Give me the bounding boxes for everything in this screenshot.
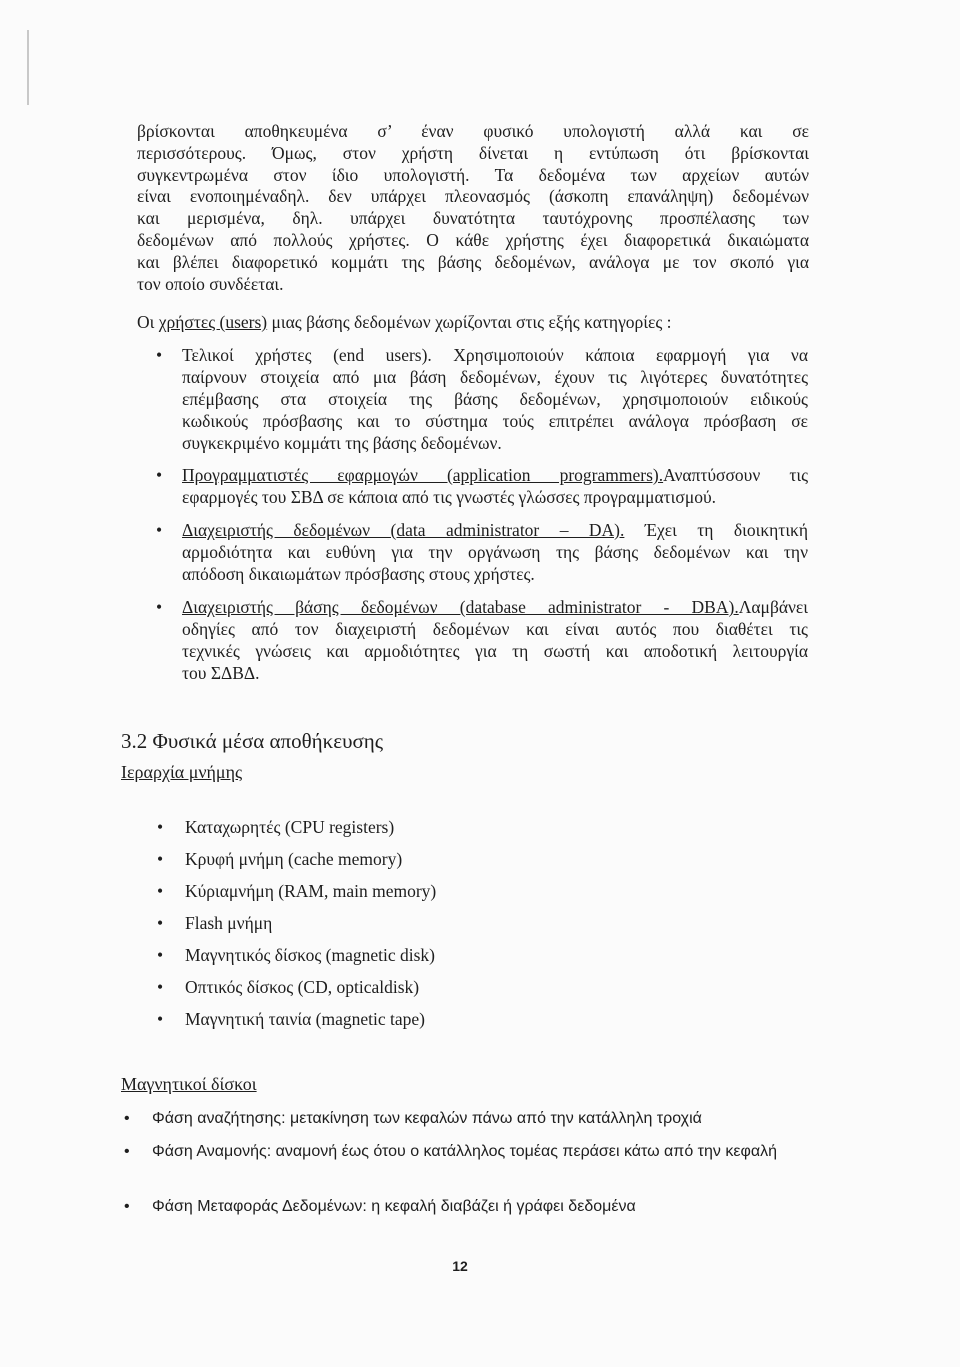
role-first-line: [182, 464, 808, 486]
role-first-rest: Έχει τη διοικητική: [624, 520, 808, 540]
intro-line: βρίσκονται αποθηκευμένα σ’ έναν φυσικό υπολογιστή αλλά και σε: [137, 121, 809, 141]
users-intro: [137, 311, 672, 333]
bullet-icon: •: [157, 849, 164, 869]
list-item: [124, 1141, 812, 1163]
role-line: απόδοση δικαιωμάτων πρόσβασης στους χρήστες.: [182, 564, 535, 584]
list-item: [124, 1196, 812, 1218]
list-item-text: Οπτικός δίσκος (CD, opticaldisk): [185, 977, 420, 997]
page-number: 12: [452, 1258, 468, 1274]
role-line: εφαρμογές του ΣΒΔ σε κάποια από τις γνωστές γλώσσες προγραμματισμού.: [182, 487, 716, 507]
list-item-text: Φάση Αναμονής: αναμονή έως ότου ο κατάλληλος τομέας περάσει κάτω από την κεφαλή: [152, 1143, 777, 1160]
role-term: Διαχειριστής δεδομένων (data administrator – DA).: [182, 520, 625, 540]
bullet-icon: •: [157, 881, 164, 901]
bullet-icon: •: [157, 977, 164, 997]
intro-line: δεδομένων από πολλούς χρήστες. Ο κάθε χρήστης έχει διαφορετικά δικαιώματα: [137, 229, 809, 250]
intro-line: συγκεντρωμένα στον ίδιο υπολογιστή. Τα δεδομένα των αρχείων αυτών: [137, 164, 809, 185]
intro-paragraph: [137, 121, 809, 295]
role-first-line: [182, 519, 808, 541]
list-item: [157, 848, 403, 870]
list-item-text: Φάση αναζήτησης: μετακίνηση των κεφαλών πάνω από την κατάλληλη τροχιά: [152, 1110, 702, 1127]
bullet-icon: •: [124, 1198, 130, 1215]
role-first-rest: Λαμβάνει: [738, 597, 808, 617]
role-line: κωδικούς πρόσβασης και το σύστημα τούς επιτρέπει ανάλογα πρόσβαση σε: [182, 411, 808, 431]
list-item-text: Flash μνήμη: [185, 913, 273, 933]
bullet-icon: •: [124, 1110, 130, 1127]
users-term: χρήστες (users): [158, 312, 268, 332]
bullet-icon: •: [156, 520, 163, 540]
list-item-text: Μαγνητική ταινία (magnetic tape): [185, 1009, 426, 1029]
bullet-icon: •: [157, 945, 164, 965]
role-first-line: [182, 596, 808, 618]
role-end-users: [156, 344, 808, 454]
role-term: Διαχειριστής βάσης δεδομένων (database administrator - DBA).: [182, 597, 739, 617]
memory-hierarchy-heading: Ιεραρχία μνήμης: [121, 762, 243, 782]
role-database-administrator: [156, 596, 808, 684]
list-item: [157, 880, 437, 902]
role-line: τεχνικές γνώσεις και αρμοδιότητες για τη σωστή και αποδοτική λειτουργία: [182, 641, 808, 661]
bullet-icon: •: [157, 1009, 164, 1029]
bullet-icon: •: [124, 1143, 130, 1160]
section-title: 3.2 Φυσικά μέσα αποθήκευσης: [121, 729, 384, 753]
bullet-icon: •: [156, 597, 163, 617]
bullet-icon: •: [156, 465, 163, 485]
intro-line: είναι ενοποιημέναδηλ. δεν υπάρχει πλεονασμός (άσκοπη επανάληψη) δεδομένων: [137, 186, 809, 207]
role-line: του ΣΔΒΔ.: [182, 663, 260, 683]
bullet-icon: •: [157, 913, 164, 933]
intro-line: και βλέπει διαφορετικό κομμάτι της βάσης δεδομένων, ανάλογα με τον σκοπό για: [137, 251, 809, 272]
magnetic-disks-heading: Μαγνητικοί δίσκοι: [121, 1074, 257, 1094]
list-item-text: Φάση Μεταφοράς Δεδομένων: η κεφαλή διαβάζει ή γράφει δεδομένα: [152, 1198, 636, 1215]
list-item: [157, 912, 273, 934]
role-line: επέμβασης στα στοιχεία της βάσης δεδομένων, χρησιμοποιούν ειδικούς: [182, 389, 808, 409]
bullet-icon: •: [156, 345, 163, 365]
role-data-administrator: [156, 519, 808, 585]
bullet-icon: •: [157, 817, 164, 837]
role-term: Προγραμματιστές εφαρμογών (application programmers).: [182, 465, 664, 485]
list-item: [157, 816, 395, 838]
role-line: οδηγίες από τον διαχειριστή δεδομένων και είναι αυτός που διαθέτει τις: [182, 619, 808, 639]
list-item: [157, 944, 435, 966]
intro-line: περισσότερους. Όμως, στον χρήστη δίνεται η εντύπωση ότι βρίσκονται: [137, 142, 809, 163]
role-application-programmers: [156, 464, 808, 508]
users-intro-suffix: μιας βάσης δεδομένων χωρίζονται στις εξής κατηγορίες :: [267, 312, 672, 332]
list-item: [157, 976, 420, 998]
list-item: [124, 1108, 812, 1130]
intro-line: και μερισμένα, δηλ. υπάρχει δυνατότητα ταυτόχρονης προσπέλασης των: [137, 208, 809, 229]
role-line: Τελικοί χρήστες (end users). Χρησιμοποιούν κάποια εφαρμογή για να: [182, 345, 808, 365]
list-item: [157, 1008, 426, 1030]
role-line: αρμοδιότητα και ευθύνη για την οργάνωση της βάσης δεδομένων και την: [182, 542, 808, 562]
intro-line: τον οποίο συνδέεται.: [137, 273, 284, 294]
list-item-text: Κρυφή μνήμη (cache memory): [185, 849, 403, 869]
role-first-rest: Αναπτύσσουν τις: [663, 465, 808, 485]
list-item-text: Καταχωρητές (CPU registers): [185, 817, 395, 837]
list-item-text: Κύριαμνήμη (RAM, main memory): [185, 881, 437, 901]
scan-edge-line: [27, 30, 29, 105]
list-item-text: Μαγνητικός δίσκος (magnetic disk): [185, 945, 435, 965]
role-line: συγκεκριμένο κομμάτι της βάσης δεδομένων.: [182, 433, 502, 453]
role-line: παίρνουν στοιχεία από μια βάση δεδομένων, έχουν τις λιγότερες δυνατότητες: [182, 367, 808, 387]
users-intro-prefix: Οι: [137, 312, 159, 332]
